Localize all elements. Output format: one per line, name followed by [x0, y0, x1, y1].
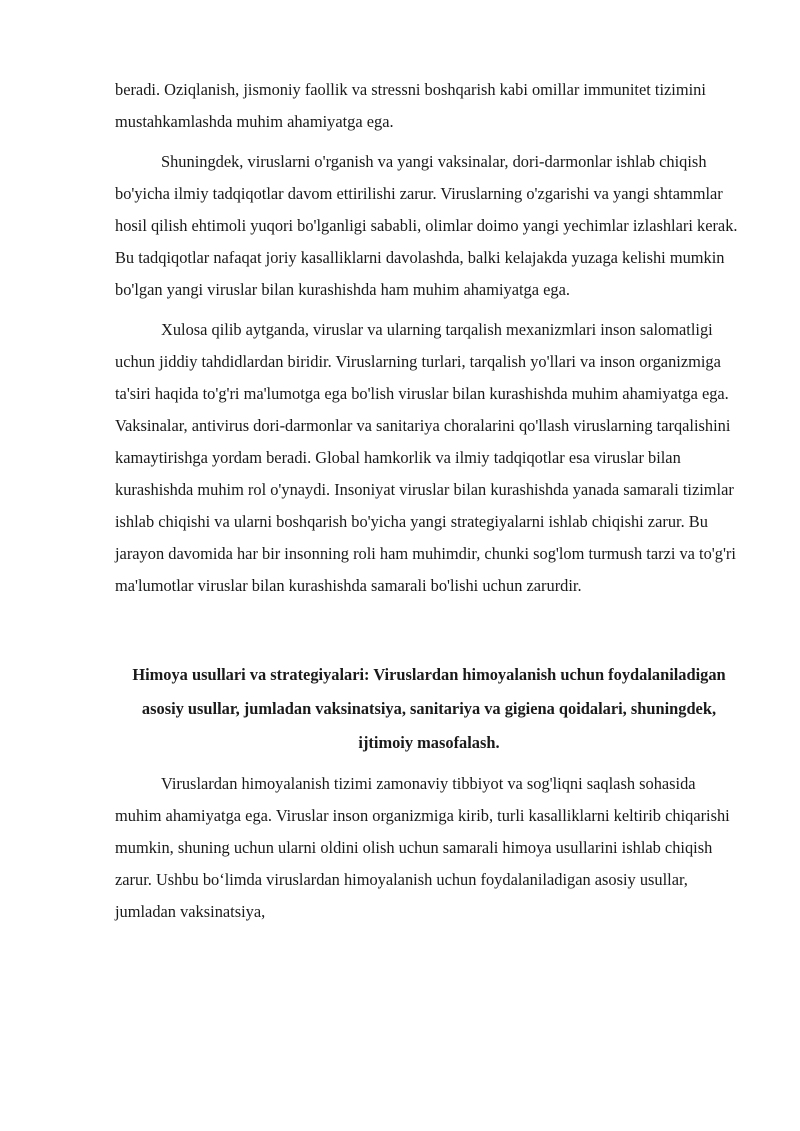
- paragraph-protection-intro: Viruslardan himoyalanish tizimi zamonaviy tibbiyot va sog'liqni saqlash sohasida muhim ahamiyatga ega. Viruslar inson organizmiga kirib, turli kasalliklarni keltirib chiqarishi mumkin, shuning uchun ularni oldini olish uchun samarali himoya usullarini ishlab chiqish zarur. Ushbu bo‘limda viruslardan himoyalanish uchun foydalaniladigan asosiy usullar, jumladan vaksinatsiya,: [115, 774, 730, 921]
- paragraph-continued: beradi. Oziqlanish, jismoniy faollik va stressni boshqarish kabi omillar immunitet tizimini mustahkamlashda muhim ahamiyatga ega.: [115, 80, 706, 131]
- paragraph-conclusion: Xulosa qilib aytganda, viruslar va ularning tarqalish mexanizmlari inson salomatligi uchun jiddiy tahdidlardan biridir. Viruslarning turlari, tarqalish yo'llari va inson organizmiga ta'siri haqida to'g'ri ma'lumotga ega bo'lish viruslar bilan kurashishda muhim ahamiyatga ega. Vaksinalar, antivirus dori-darmonlar va sanitariya choralarini qo'llash viruslarning tarqalishini kamaytirishga yordam beradi. Global hamkorlik va ilmiy tadqiqotlar esa viruslar bilan kurashishda muhim rol o'ynaydi. Insoniyat viruslar bilan kurashishda yanada samarali tizimlar ishlab chiqishi va ularni boshqarish bo'yicha yangi strategiyalarni ishlab chiqishi zarur. Bu jarayon davomida har bir insonning roli ham muhimdir, chunki sog'lom turmush tarzi va to'g'ri ma'lumotlar viruslar bilan kurashishda samarali bo'lishi uchun zarurdir.: [115, 320, 736, 595]
- section-heading: Himoya usullari va strategiyalari: Viruslardan himoyalanish uchun foydalaniladigan asosiy usullar, jumladan vaksinatsiya, sanitariya va gigiena qoidalari, shuningdek, ijtimoiy masofalash.: [132, 665, 726, 752]
- paragraph-research: Shuningdek, viruslarni o'rganish va yangi vaksinalar, dori-darmonlar ishlab chiqish bo'yicha ilmiy tadqiqotlar davom ettirilishi zarur. Viruslarning o'zgarishi va yangi shtammlar hosil qilish ehtimoli yuqori bo'lganligi sababli, olimlar doimo yangi yechimlar izlashlari kerak. Bu tadqiqotlar nafaqat joriy kasalliklarni davolashda, balki kelajakda yuzaga kelishi mumkin bo'lgan yangi viruslar bilan kurashishda ham muhim ahamiyatga ega.: [115, 152, 738, 299]
- document-page: [115, 74, 743, 928]
